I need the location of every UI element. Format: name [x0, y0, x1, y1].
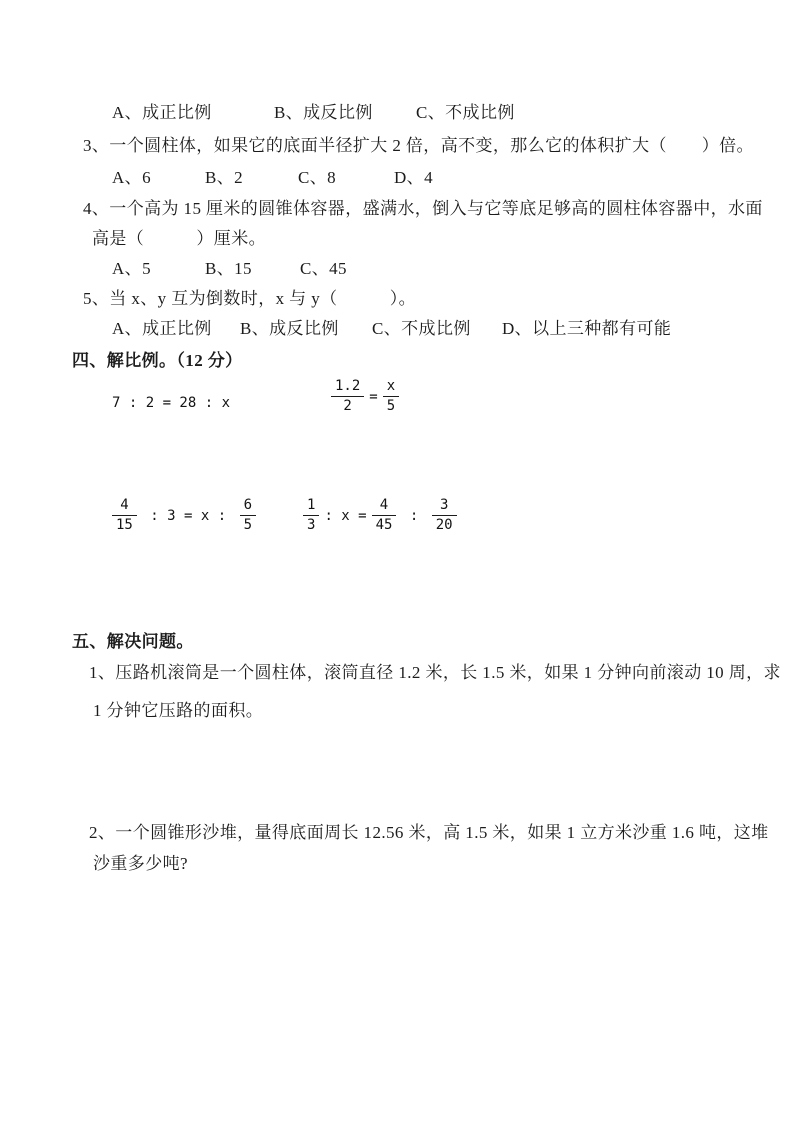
question-5-text: 5、当 x、y 互为倒数时，x 与 y（ ）。 [83, 289, 416, 308]
fraction-numerator: 4 [112, 498, 137, 516]
question-5-option-c: C、不成比例 [372, 319, 471, 338]
problem-1-text-line2: 1 分钟它压路的面积。 [93, 701, 264, 720]
section-4-heading: 四、解比例。（12 分） [72, 351, 243, 370]
fraction-numerator: 4 [372, 498, 397, 516]
equals-sign: = [369, 388, 378, 405]
question-3-option-d: D、4 [394, 168, 433, 187]
fraction-denominator: 5 [243, 517, 253, 533]
colon-sign: : [401, 507, 427, 524]
fraction [331, 379, 364, 414]
proportion-eq4 [303, 498, 457, 533]
fraction-denominator: 3 [307, 517, 316, 533]
fraction [303, 498, 319, 533]
question-4-option-a: A、5 [112, 259, 151, 278]
question-2-option-a: A、成正比例 [112, 103, 212, 122]
fraction [372, 498, 397, 533]
fraction-numerator: 1 [303, 498, 319, 516]
fraction-numerator: 6 [240, 498, 256, 516]
question-2-option-c: C、不成比例 [416, 103, 515, 122]
question-3-text: 3、一个圆柱体，如果它的底面半径扩大 2 倍，高不变，那么它的体积扩大（ ）倍。 [83, 136, 754, 155]
fraction [383, 379, 399, 414]
question-5-option-b: B、成反比例 [240, 319, 339, 338]
question-2-option-b: B、成反比例 [274, 103, 373, 122]
section-5-heading: 五、解决问题。 [72, 632, 194, 651]
fraction-numerator: 3 [432, 498, 457, 516]
fraction [432, 498, 457, 533]
question-3-option-c: C、8 [298, 168, 337, 187]
question-4-option-c: C、45 [300, 259, 347, 278]
fraction-numerator: x [383, 379, 399, 397]
fraction [240, 498, 256, 533]
fraction-denominator: 2 [343, 398, 352, 414]
proportion-middle: : x = [324, 507, 367, 524]
problem-2-text-line1: 2、一个圆锥形沙堆，量得底面周长 12.56 米，高 1.5 米，如果 1 立方米沙重 1.6 吨，这堆 [89, 823, 769, 842]
fraction-denominator: 20 [435, 517, 453, 533]
fraction-denominator: 45 [375, 517, 393, 533]
fraction-denominator: 15 [116, 517, 133, 533]
fraction-denominator: 5 [386, 398, 396, 414]
question-4-text-line1: 4、一个高为 15 厘米的圆锥体容器，盛满水，倒入与它等底足够高的圆柱体容器中，水面 [83, 199, 763, 218]
fraction-numerator: 1.2 [331, 379, 364, 397]
proportion-eq3 [112, 498, 256, 533]
question-3-option-a: A、6 [112, 168, 151, 187]
problem-2-text-line2: 沙重多少吨? [93, 854, 188, 873]
question-3-option-b: B、2 [205, 168, 244, 187]
problem-1-text-line1: 1、压路机滚筒是一个圆柱体，滚筒直径 1.2 米，长 1.5 米，如果 1 分钟向前滚动 10 周，求 [89, 663, 781, 682]
proportion-eq1: 7 : 2 = 28 : x [112, 395, 231, 411]
question-5-option-d: D、以上三种都有可能 [502, 319, 672, 338]
question-5-option-a: A、成正比例 [112, 319, 212, 338]
question-4-text-line2: 高是（ ）厘米。 [92, 229, 266, 248]
proportion-eq2 [331, 379, 399, 414]
proportion-middle: : 3 = x : [141, 507, 235, 524]
question-4-option-b: B、15 [205, 259, 252, 278]
fraction [112, 498, 137, 533]
